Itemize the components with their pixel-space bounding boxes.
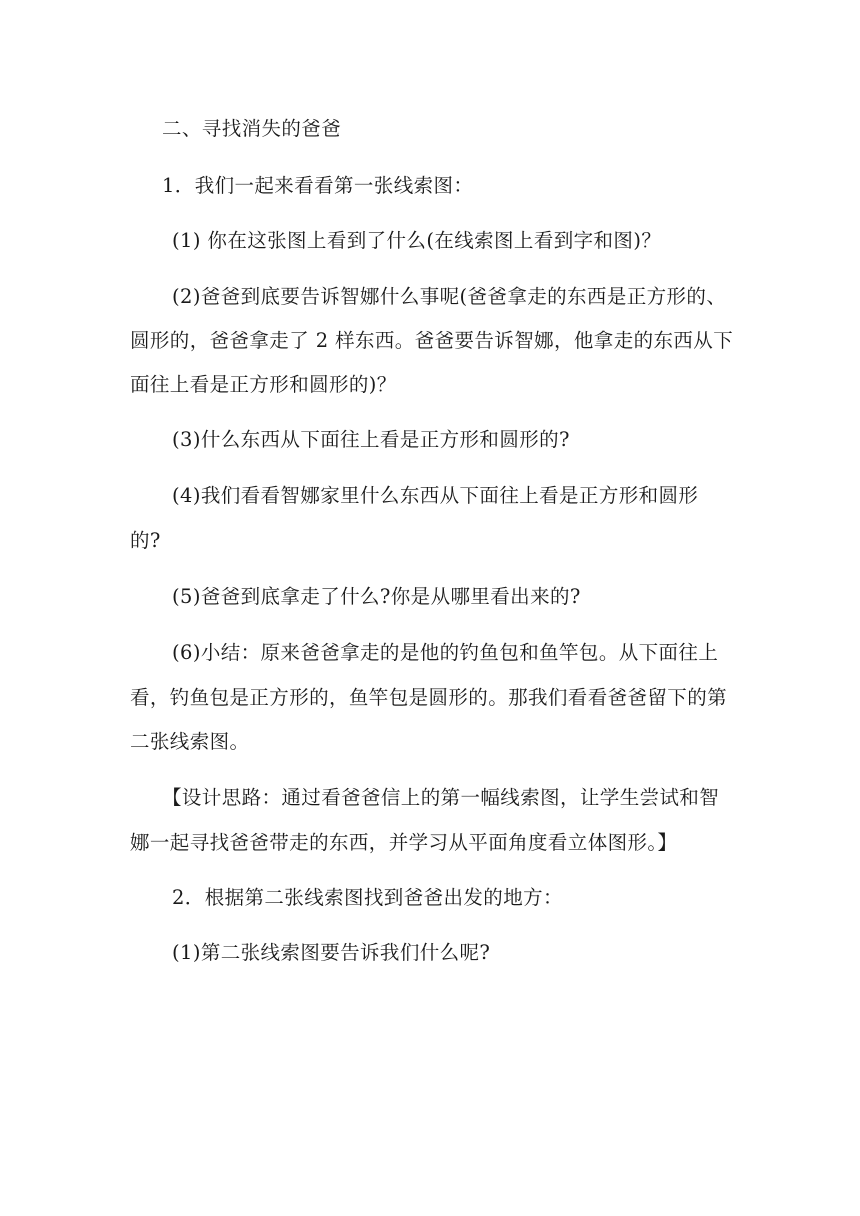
item1-question-2-line3: 面往上看是正方形和圆形的)？ xyxy=(130,373,397,396)
item1-question-3: (3)什么东西从下面往上看是正方形和圆形的? xyxy=(172,428,570,451)
item1-summary-line2: 看，钓鱼包是正方形的，鱼竿包是圆形的。那我们看看爸爸留下的第 xyxy=(130,686,728,709)
design-note-line2: 娜一起寻找爸爸带走的东西，并学习从平面角度看立体图形。】 xyxy=(130,831,678,854)
item1-question-4-line1: (4)我们看看智娜家里什么东西从下面往上看是正方形和圆形 xyxy=(172,484,699,507)
item1-question-2-line1: (2)爸爸到底要告诉智娜什么事呢(爸爸拿走的东西是正方形的、 xyxy=(172,285,727,308)
item1-question-5: (5)爸爸到底拿走了什么?你是从哪里看出来的? xyxy=(172,585,581,608)
design-note-line1: 【设计思路：通过看爸爸信上的第一幅线索图，让学生尝试和智 xyxy=(162,786,720,809)
item1-question-4-line2: 的? xyxy=(130,529,161,552)
item2-question-1: (1)第二张线索图要告诉我们什么呢? xyxy=(172,941,491,964)
section-title: 二、寻找消失的爸爸 xyxy=(162,117,342,140)
item1-heading: 1．我们一起来看看第一张线索图： xyxy=(162,174,474,197)
item1-question-1: (1) 你在这张图上看到了什么(在线索图上看到字和图)？ xyxy=(172,229,662,252)
item1-summary-line3: 二张线索图。 xyxy=(130,730,250,753)
item1-summary-line1: (6)小结：原来爸爸拿走的是他的钓鱼包和鱼竿包。从下面往上 xyxy=(172,641,719,664)
item2-heading: 2．根据第二张线索图找到爸爸出发的地方： xyxy=(172,886,563,909)
item1-question-2-line2: 圆形的，爸爸拿走了 2 样东西。爸爸要告诉智娜，他拿走的东西从下 xyxy=(130,329,734,352)
